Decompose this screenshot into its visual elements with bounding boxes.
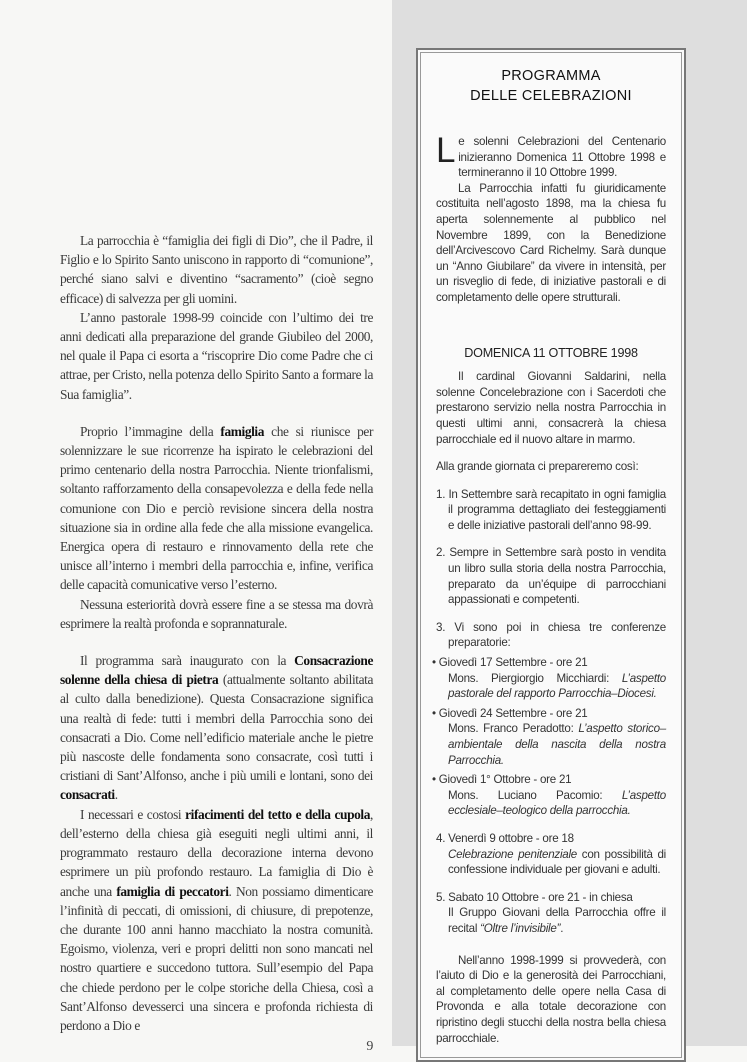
item-1: 1. In Settembre sarà recapitato in ogni famiglia il programma dettagliato dei festeggiamenti e delle iniziative pastorali dell’anno 98-99. <box>436 487 666 532</box>
body-paragraph <box>60 595 373 633</box>
item-2: 2. Sempre in Settembre sarà posto in vendita un libro sulla storia della nostra Parrocchia, preparato da un’équipe di parrocchiani appassionati e competenti. <box>436 546 666 607</box>
text-run: . Non possiamo dimenticare l’infinità di peccati, di omissioni, di chiusure, di prepotenze, che durante 100 anni hanno macchiato la nostra comunità. Egoismo, violenza, veri e propri delitti non sono mancati nel nostro quartiere e succedono tuttora. Sull’esempio del Papa che chiede perdono per le colpe storiche della Chiesa, così a Sant’Alfonso devesserci una sincera e profonda richiesta di perdono a Dio e <box>60 883 373 1033</box>
conference-date: • Giovedì 1° Ottobre - ore 21 <box>432 773 572 787</box>
text-run: Il programma sarà inaugurato con la <box>80 653 295 669</box>
title-line-2: DELLE CELEBRAZIONI <box>470 88 632 104</box>
conference-item <box>432 706 666 768</box>
title-line-1: PROGRAMMA <box>501 68 601 84</box>
intro-paragraph <box>436 131 666 181</box>
item-5-head: 5. Sabato 10 Ottobre - ore 21 - in chiesa <box>436 890 633 904</box>
text-run: , dell’esterno della chiesa già eseguiti negli ultimi anni, il programmato restauro della decorazione interna devono esprimere un più profondo restauro. La famiglia di Dio è anche una <box>60 806 373 899</box>
item-5-end: . <box>560 921 564 935</box>
conference-topic: L’aspetto pastorale del rapporto Parrocchia–Diocesi. <box>448 671 666 701</box>
text-run: Proprio l’immagine della <box>80 423 221 439</box>
left-paragraphs <box>60 231 373 1035</box>
conference-list <box>432 655 666 819</box>
text-run: . <box>114 787 118 803</box>
conference-speaker: Mons. Piergiorgio Micchiardi: <box>448 671 622 685</box>
cardinal-paragraph: Il cardinal Giovanni Saldarini, nella solenne Concelebrazione con i Sacerdoti che prestarono servizio nella nostra Parrocchia in questi ultimi anni, consacrerà la chiesa parrocchiale ed il nuovo altare in marmo. <box>436 370 666 446</box>
left-article-text <box>60 231 373 1055</box>
body-paragraph <box>60 805 373 1035</box>
item-4-italic: Celebrazione penitenziale <box>448 847 577 861</box>
conference-speaker: Mons. Luciano Pacomio: <box>448 788 622 802</box>
conference-topic: L’aspetto ecclesiale–teologico della parrocchia. <box>448 788 666 818</box>
body-paragraph <box>60 422 373 595</box>
bold-phrase: famiglia <box>220 423 265 439</box>
page-number: 9 <box>366 1039 373 1055</box>
text-run: Nessuna esteriorità dovrà essere fine a se stessa ma dovrà esprimere la realtà profonda e soprannaturale. <box>60 596 373 631</box>
item-5-text: Il Gruppo Giovani della Parrocchia offre il recital <box>448 906 666 935</box>
conference-speaker: Mons. Franco Peradotto: <box>448 722 579 736</box>
body-paragraph <box>60 651 373 805</box>
item-4 <box>436 831 666 878</box>
body-paragraph <box>60 308 373 404</box>
bold-phrase: consacrati <box>60 787 115 803</box>
history-paragraph: La Parrocchia infatti fu giuridicamente costituita nell’agosto 1898, ma la chiesa fu aperta solennemente al pubblico nel Novembre 1899, con la Benedizione dell’Arcivescovo Card Richelmy. Sarà dunque un “Anno Giubilare” da vivere in intensità, per un risveglio di fede, di iniziative pastorali e di completamento delle opere strutturali. <box>436 181 666 304</box>
conference-item <box>432 772 666 819</box>
bold-phrase: famiglia di peccatori <box>116 883 229 899</box>
body-paragraph <box>60 231 373 308</box>
item-4-head: 4. Venerdì 9 ottobre - ore 18 <box>436 831 574 845</box>
item-5 <box>436 890 666 937</box>
item-3: 3. Vi sono poi in chiesa tre conferenze preparatorie: <box>436 620 666 650</box>
date-heading: DOMENICA 11 OTTOBRE 1998 <box>464 345 638 360</box>
conference-item <box>432 655 666 702</box>
bold-phrase: Consacrazione solenne della chiesa di pietra <box>60 653 373 688</box>
text-run: L’anno pastorale 1998-99 coincide con l’ultimo dei tre anni dedicati alla preparazione del grande Giubileo del 2000, nel quale il Papa ci esorta a “riscoprire Dio come Padre che ci attrae, per Cristo, nella potenza dello Spirito Santo a formare la Sua famiglia”. <box>60 309 373 402</box>
bold-phrase: rifacimenti del tetto e della cupola <box>185 806 371 822</box>
text-run: (attualmente soltanto abilitata al culto dalla benedizione). Questa Consacrazione significa una realtà di fede: tutti i membri della Parrocchia sono dei consacrati a Dio. Come nell’edificio materiale anche le pietre più nascoste delle fondamenta sono consacrate, così tutti i cristiani di Sant’Alfonso, anche i più umili e lontani, sono dei <box>60 672 373 784</box>
item-4-text: con possibilità di confessione individuale per giovani e adulti. <box>448 847 667 877</box>
programme-box <box>416 48 686 1062</box>
preparation-intro: Alla grande giornata ci prepareremo così: <box>436 460 639 474</box>
text-run: che si riunisce per solennizzare le sue ricorrenze ha ispirato le celebrazioni del primo centenario della nostra Parrocchia. Niente trionfalismi, soltanto rafforzamento della consapevolezza e della fede nella comunione con Dio e perciò revisione sincera della nostra situazione sia in ordine alla fede che alla missione evangelica. Energica opera di restauro e rinnovamento della rete che unisce all’interno i membri della parrocchia e, infine, verifica delle capacità comunicative verso l’esterno. <box>60 423 373 593</box>
conference-topic: L’aspetto storico–ambientale della nascita della nostra Parrocchia. <box>448 722 666 767</box>
final-paragraph: Nell’anno 1998-1999 si provvederà, con l’aiuto di Dio e la generosità dei Parrocchiani, al completamento delle opere nella Casa di Provonda e alla totale decorazione con ripristino degli stucchi della nostra bella chiesa parrocchiale. <box>436 953 666 1045</box>
text-run: I necessari e costosi <box>80 806 186 822</box>
conference-date: • Giovedì 24 Settembre - ore 21 <box>432 706 588 720</box>
box-title <box>436 66 666 106</box>
text-run: La parrocchia è “famiglia dei figli di Dio”, che il Padre, il Figlio e lo Spirito Santo uniscono in rapporto di “comunione”, perché siano salvi e diventino “sacramento” (cioè segno efficace) di salvezza per gli uomini. <box>60 233 373 306</box>
intro-text: e solenni Celebrazioni del Centenario inizieranno Domenica 11 Ottobre 1998 e termineranno il 10 Ottobre 1999. <box>458 135 666 180</box>
item-5-italic: “Oltre l’invisibile” <box>480 921 561 935</box>
conference-date: • Giovedì 17 Settembre - ore 21 <box>432 656 588 670</box>
drop-cap: L <box>436 131 456 170</box>
